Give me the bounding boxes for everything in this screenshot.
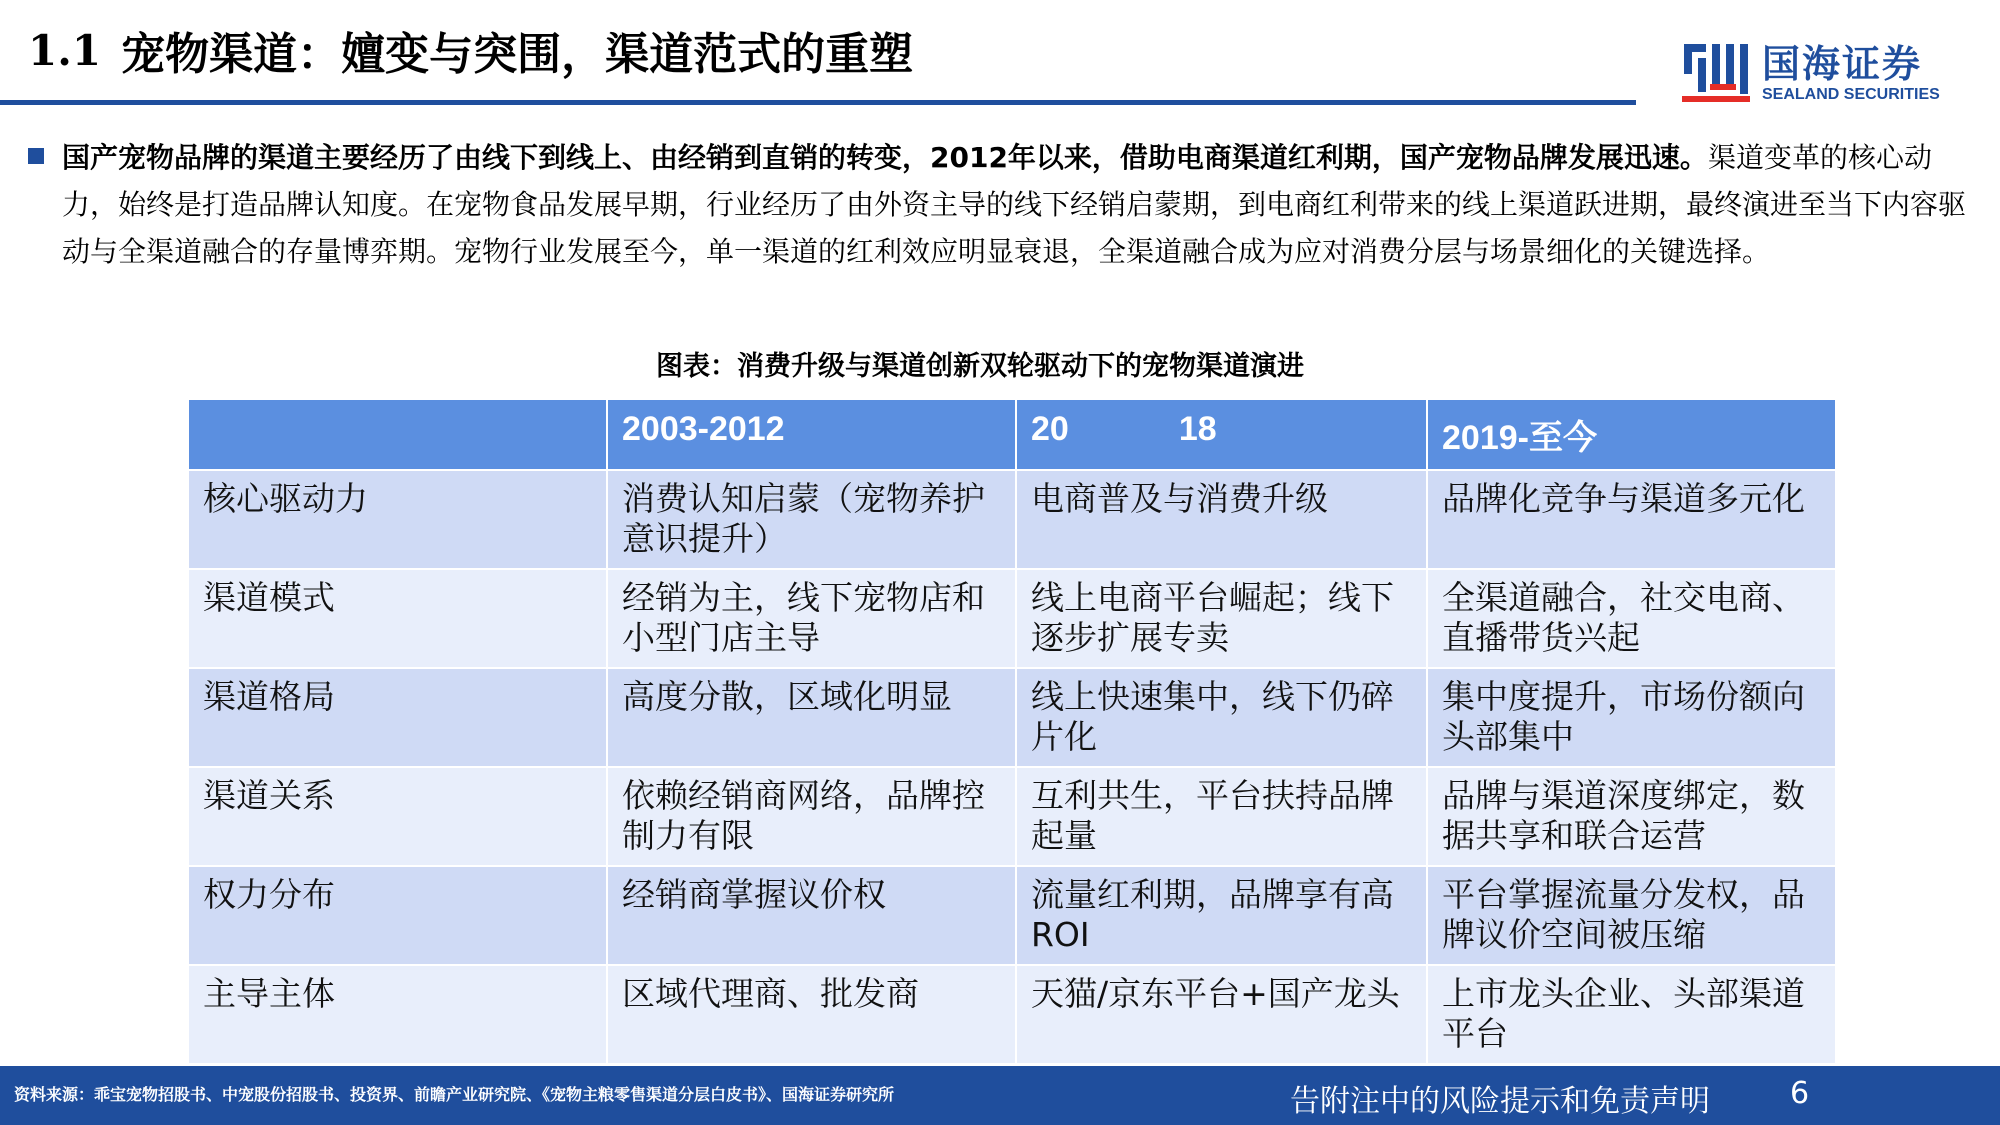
table-cell: 电商普及与消费升级 [1016,470,1427,569]
sealand-logo-icon [1680,38,1752,110]
table-row [188,866,1836,965]
row-label: 核心驱动力 [188,470,607,569]
table-header-cell [188,399,607,470]
intro-bold-text: 国产宠物品牌的渠道主要经历了由线下到线上、由经销到直销的转变，2012年以来，借助电商渠道红利期，国产宠物品牌发展迅速。 [62,141,1708,174]
table-header-cell [1016,399,1427,470]
table-cell: 全渠道融合，社交电商、直播带货兴起 [1427,569,1836,668]
table-row [188,965,1836,1064]
table-cell: 依赖经销商网络，品牌控制力有限 [607,767,1016,866]
page-title [28,18,913,82]
header-divider [0,100,1636,105]
table-cell: 高度分散，区域化明显 [607,668,1016,767]
footer-disclaimer: 告附注中的风险提示和免责声明 [1290,1084,1710,1119]
row-label: 渠道格局 [188,668,607,767]
table-cell: 品牌与渠道深度绑定，数据共享和联合运营 [1427,767,1836,866]
row-label: 渠道模式 [188,569,607,668]
intro-paragraph [28,134,1978,275]
table-cell: 区域代理商、批发商 [607,965,1016,1064]
table-header-cell: 2019-至今 [1427,399,1836,470]
footer-bar [0,1066,2000,1125]
page-number: 6 [1790,1076,1810,1111]
table-cell: 流量红利期，品牌享有高ROI [1016,866,1427,965]
table-cell: 天猫/京东平台+国产龙头 [1016,965,1427,1064]
row-label: 渠道关系 [188,767,607,866]
table-cell: 线上电商平台崛起；线下逐步扩展专卖 [1016,569,1427,668]
header-year-end: 18 [1178,410,1217,448]
table-cell: 经销商掌握议价权 [607,866,1016,965]
table-header-row [188,399,1836,470]
table-cell: 上市龙头企业、头部渠道平台 [1427,965,1836,1064]
footer-source: 资料来源：乖宝宠物招股书、中宠股份招股书、投资界、前瞻产业研究院、《宠物主粮零售渠道分层白皮书》、国海证券研究所 [14,1085,895,1104]
table-row [188,470,1836,569]
logo-name-en: SEALAND SECURITIES [1762,86,1940,103]
table-cell: 品牌化竞争与渠道多元化 [1427,470,1836,569]
table-row [188,767,1836,866]
header-year-start: 20 [1031,410,1069,448]
channel-evolution-table [187,398,1837,1065]
table-cell: 平台掌握流量分发权，品牌议价空间被压缩 [1427,866,1836,965]
table-cell: 集中度提升，市场份额向头部集中 [1427,668,1836,767]
intro-normal-text: 渠道变革的核心动力，始终是打造品牌认知度。在宠物食品发展早期，行业经历了由外资主导的线下经销启蒙期，到电商红利带来的线上渠道跃进期，最终演进至当下内容驱动与全渠道融合的存量博弈期。宠物行业发展至今，单一渠道的红利效应明显衰退，全渠道融合成为应对消费分层与场景细化的关键选择。 [62,141,1967,268]
row-label: 主导主体 [188,965,607,1064]
bullet-square-icon [28,148,44,164]
company-logo [1680,38,1960,110]
section-number: 1.1 [28,25,102,75]
table-header-cell: 2003-2012 [607,399,1016,470]
logo-name-cn: 国海证券 [1762,42,1923,86]
table-cell: 互利共生，平台扶持品牌起量 [1016,767,1427,866]
figure-caption: 图表：消费升级与渠道创新双轮驱动下的宠物渠道演进 [656,351,1304,382]
title-text: 宠物渠道：嬗变与突围，渠道范式的重塑 [121,29,914,80]
table-cell: 经销为主，线下宠物店和小型门店主导 [607,569,1016,668]
table-row [188,569,1836,668]
row-label: 权力分布 [188,866,607,965]
table-cell: 消费认知启蒙（宠物养护意识提升） [607,470,1016,569]
table-cell: 线上快速集中，线下仍碎片化 [1016,668,1427,767]
table-row [188,668,1836,767]
